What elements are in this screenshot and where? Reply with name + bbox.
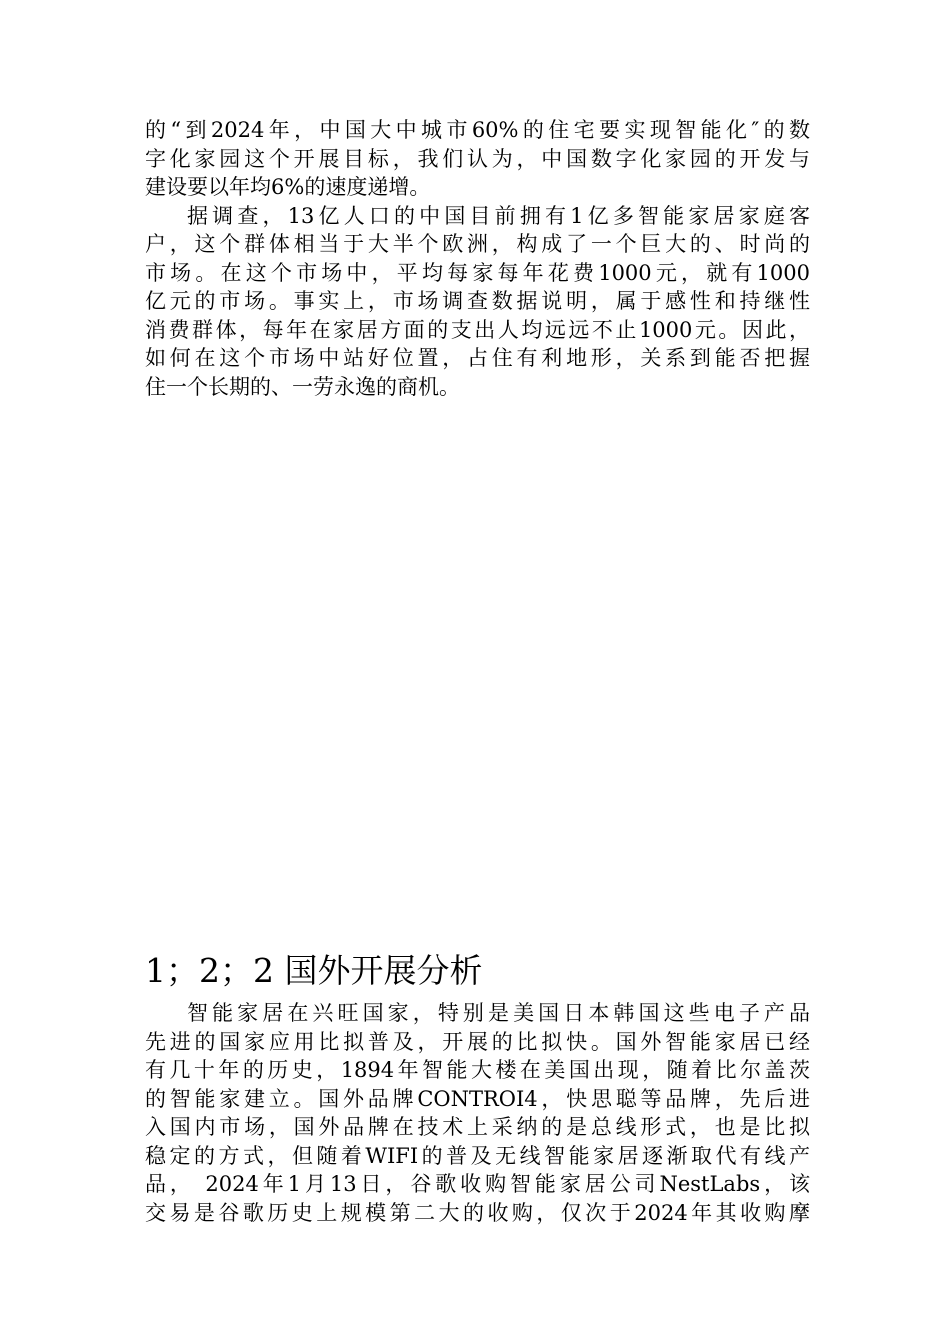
top-text-block [145,116,810,401]
paragraph-line: 交易是谷歌历史上规模第二大的收购，仅次于2024年其收购摩 [145,1200,810,1225]
paragraph-line: 市场。在这个市场中，平均每家每年花费1000元，就有1000 [145,260,810,285]
paragraph-digital-home-target [145,116,810,202]
paragraph-line: 字化家园这个开展目标，我们认为，中国数字化家园的开发与 [145,146,810,171]
paragraph-line: 入国内市场，国外品牌在技术上采纳的是总线形式，也是比拟 [145,1115,810,1139]
paragraph-line: 有几十年的历史，1894年智能大楼在美国出现，随着比尔盖茨 [145,1058,810,1082]
paragraph-market-survey [145,202,810,402]
paragraph-line: 住一个长期的、一劳永逸的商机。 [145,374,460,399]
paragraph-line: 品， 2024年1月13日，谷歌收购智能家居公司NestLabs，该 [145,1172,810,1196]
bottom-text-block [145,949,810,1227]
paragraph-line: 稳定的方式，但随着WIFI的普及无线智能家居逐渐取代有线产 [145,1143,810,1168]
paragraph-line: 消费群体，每年在家居方面的支出人均远远不止1000元。因此， [145,317,810,342]
paragraph-line: 户，这个群体相当于大半个欧洲，构成了一个巨大的、时尚的 [145,232,810,256]
paragraph-line: 亿元的市场。事实上，市场调查数据说明，属于感性和持继性 [145,289,810,313]
paragraph-line: 的智能家建立。国外品牌CONTROI4，快思聪等品牌，先后进 [145,1086,810,1111]
section-heading: 1；2；2 国外开展分析 [145,951,483,990]
paragraph-foreign-development [145,999,810,1227]
paragraph-line: 的“到2024年，中国大中城市60%的住宅要实现智能化″的数 [145,118,810,142]
paragraph-line: 建设要以年均6%的速度递增。 [145,175,431,199]
paragraph-line: 先进的国家应用比拟普及，开展的比拟快。国外智能家居已经 [145,1029,810,1054]
paragraph-line: 据调查，13亿人口的中国目前拥有1亿多智能家居家庭客 [187,203,810,228]
paragraph-line: 智能家居在兴旺国家，特别是美国日本韩国这些电子产品 [187,1001,810,1025]
paragraph-line: 如何在这个市场中站好位置，占住有利地形，关系到能否把握 [145,346,810,370]
